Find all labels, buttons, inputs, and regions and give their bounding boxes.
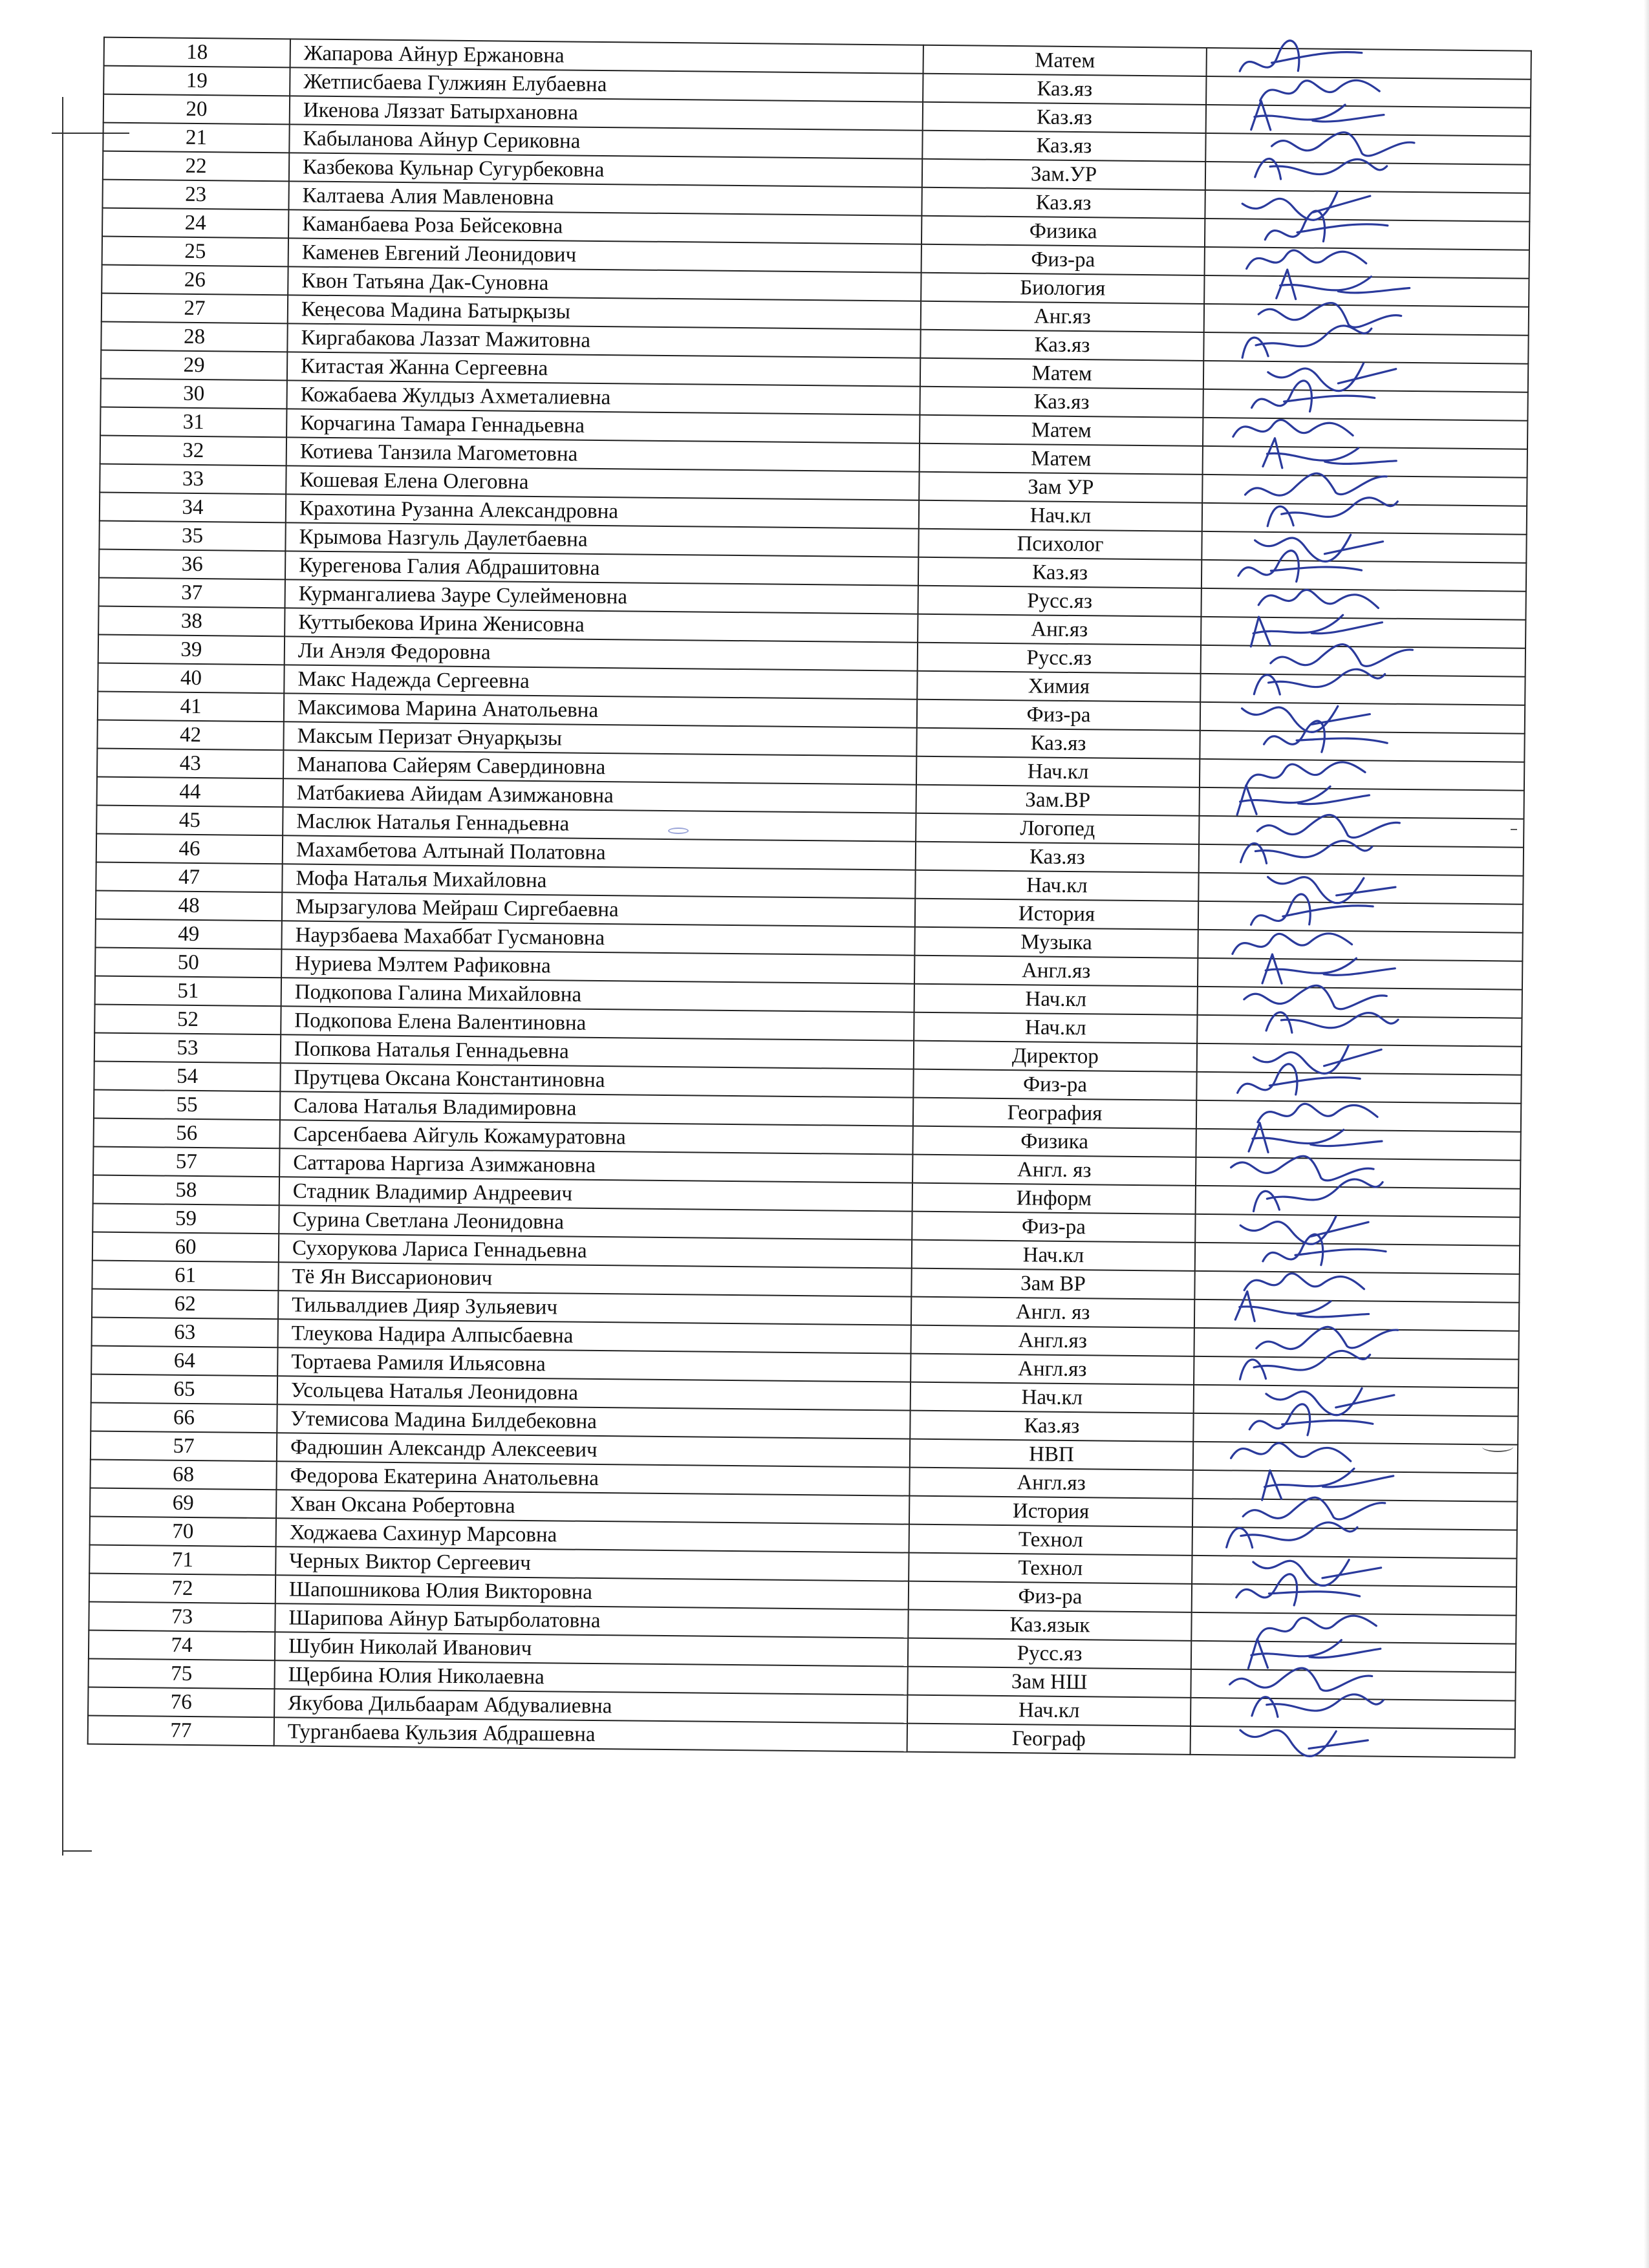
subject-or-role: Зам НШ xyxy=(907,1667,1191,1698)
staff-name: Федорова Екатерина Анатольевна xyxy=(276,1461,909,1495)
signature-cell xyxy=(1200,759,1524,791)
signature-cell xyxy=(1203,418,1527,449)
subject-or-role: Каз.яз xyxy=(921,187,1205,219)
signature-stroke xyxy=(1232,932,1352,954)
subject-or-role: Каз.яз xyxy=(920,330,1203,361)
row-number: 60 xyxy=(92,1232,279,1263)
row-number: 49 xyxy=(95,919,281,950)
subject-or-role: Нач.кл xyxy=(914,1012,1197,1043)
staff-name: Макс Надежда Сергеевна xyxy=(284,665,917,699)
subject-or-role: Нач.кл xyxy=(919,500,1202,531)
signature-stroke xyxy=(1238,36,1363,74)
signature-cell xyxy=(1192,1556,1516,1587)
staff-name: Сухорукова Лариса Геннадьевна xyxy=(279,1234,912,1268)
signature-cell xyxy=(1198,873,1523,904)
subject-or-role: Матем xyxy=(923,45,1207,76)
signature-cell xyxy=(1196,1072,1521,1104)
staff-name: Подкопова Елена Валентиновна xyxy=(281,1006,914,1040)
row-number: 55 xyxy=(94,1090,280,1120)
table-body xyxy=(88,37,1531,1758)
row-number: 30 xyxy=(100,379,286,409)
signature-cell xyxy=(1203,332,1528,364)
row-number: 63 xyxy=(92,1317,278,1347)
signature-stroke xyxy=(1268,363,1397,393)
signature-stroke xyxy=(1244,1271,1364,1295)
staff-name: Подкопова Галина Михайловна xyxy=(281,978,914,1012)
signature-cell xyxy=(1206,105,1531,136)
staff-name: Шарипова Айнур Батырболатовна xyxy=(275,1603,908,1638)
staff-name: Сурина Светлана Леонидовна xyxy=(279,1205,912,1239)
signature-cell xyxy=(1202,503,1527,535)
staff-name: Махамбетова Алтынай Полатовна xyxy=(283,835,916,870)
row-number: 42 xyxy=(97,720,283,751)
subject-or-role: Каз.яз xyxy=(918,557,1202,588)
row-number: 54 xyxy=(94,1062,280,1092)
signature-cell xyxy=(1191,1612,1516,1644)
subject-or-role: Нач.кл xyxy=(915,870,1198,901)
staff-name: Турганбаева Кульзия Абдрашевна xyxy=(274,1717,907,1751)
staff-name: Шапошникова Юлия Викторовна xyxy=(275,1575,909,1609)
subject-or-role: Русс.яз xyxy=(918,586,1201,617)
signature-cell xyxy=(1196,1129,1520,1161)
signature-cell xyxy=(1203,389,1527,421)
signature-cell xyxy=(1195,1214,1520,1246)
row-number: 33 xyxy=(100,464,286,495)
row-number: 39 xyxy=(98,635,285,665)
row-number: 52 xyxy=(94,1005,281,1035)
row-number: 61 xyxy=(92,1260,278,1290)
subject-or-role: Каз.яз xyxy=(923,102,1206,133)
signature-stroke xyxy=(1241,702,1370,735)
signature-sheet xyxy=(47,36,1474,1873)
subject-or-role: Географ xyxy=(907,1724,1191,1755)
subject-or-role: Нач.кл xyxy=(916,756,1200,787)
row-number: 46 xyxy=(96,834,283,864)
row-number: 40 xyxy=(98,663,284,694)
signature-cell xyxy=(1203,361,1528,392)
signature-cell xyxy=(1199,816,1524,848)
row-number: 22 xyxy=(103,151,289,182)
staff-name: Тё Ян Виссарионович xyxy=(278,1262,911,1296)
staff-name: Сарсенбаева Айгуль Кожамуратовна xyxy=(280,1120,913,1154)
subject-or-role: Информ xyxy=(912,1183,1196,1214)
signature-cell xyxy=(1198,930,1522,961)
subject-or-role: Матем xyxy=(920,358,1203,389)
staff-name: Киргабакова Лаззат Мажитовна xyxy=(287,323,920,358)
subject-or-role: НВП xyxy=(910,1439,1193,1470)
subject-or-role: Физ-ра xyxy=(921,244,1205,275)
staff-name: Якубова Дильбаарам Абдувалиевна xyxy=(274,1689,907,1723)
staff-signature-table xyxy=(87,37,1532,1759)
staff-name: Черных Виктор Сергеевич xyxy=(275,1546,909,1581)
row-number: 57 xyxy=(91,1431,277,1461)
signature-stroke xyxy=(1231,1439,1352,1468)
staff-name: Кабыланова Айнур Сериковна xyxy=(289,124,922,158)
row-number: 28 xyxy=(101,322,287,352)
staff-name: Курегенова Галия Абдрашитовна xyxy=(285,551,918,585)
signature-cell xyxy=(1200,787,1524,819)
signature-cell xyxy=(1193,1442,1518,1473)
staff-name: Каменев Евгений Леонидович xyxy=(288,238,921,272)
row-number: 48 xyxy=(96,891,282,921)
signature-cell xyxy=(1196,1186,1520,1217)
row-number: 64 xyxy=(91,1345,277,1376)
row-number: 57 xyxy=(93,1147,279,1177)
subject-or-role: Психолог xyxy=(918,529,1202,560)
staff-name: Куттыбекова Ирина Женисовна xyxy=(285,608,918,642)
staff-name: Котиева Танзила Магометовна xyxy=(286,437,920,471)
row-number: 51 xyxy=(95,976,281,1007)
signature-cell xyxy=(1202,531,1526,563)
signature-cell xyxy=(1202,475,1527,506)
staff-name: Усольцева Наталья Леонидовна xyxy=(277,1376,911,1410)
row-number: 29 xyxy=(101,350,287,381)
row-number: 31 xyxy=(100,407,286,438)
signature-cell xyxy=(1195,1243,1520,1274)
row-number: 35 xyxy=(99,521,285,551)
staff-name: Манапова Сайерям Савердиновна xyxy=(283,750,916,784)
signature-cell xyxy=(1196,1157,1520,1189)
subject-or-role: Англ.яз xyxy=(911,1325,1194,1356)
signature-cell xyxy=(1194,1300,1519,1331)
subject-or-role: География xyxy=(913,1098,1196,1129)
staff-name: Каманбаева Роза Бейсековна xyxy=(288,209,921,244)
staff-name: Ходжаева Сахинур Марсовна xyxy=(276,1518,909,1552)
signature-cell xyxy=(1201,588,1525,620)
row-number: 44 xyxy=(97,777,283,808)
signature-stroke xyxy=(1258,586,1379,615)
signature-stroke xyxy=(1230,1667,1372,1691)
subject-or-role: Технол xyxy=(909,1524,1192,1556)
row-number: 23 xyxy=(102,180,288,210)
signature-cell xyxy=(1192,1470,1517,1502)
staff-name: Наурзбаева Махаббат Гусмановна xyxy=(281,921,914,955)
signature-cell xyxy=(1203,446,1527,478)
row-number: 58 xyxy=(93,1175,279,1206)
signature-stroke xyxy=(1257,814,1399,838)
row-number: 18 xyxy=(104,37,290,68)
signature-cell xyxy=(1193,1413,1518,1445)
signature-cell xyxy=(1196,1100,1521,1132)
signature-cell xyxy=(1194,1356,1518,1388)
signature-cell xyxy=(1192,1499,1517,1530)
subject-or-role: Зам.УР xyxy=(922,159,1205,190)
staff-name: Щербина Юлия Николаевна xyxy=(274,1660,907,1695)
signature-cell xyxy=(1205,247,1529,279)
staff-name: Нуриева Мэлтем Рафиковна xyxy=(281,949,914,983)
signature-cell xyxy=(1205,190,1529,222)
row-number: 72 xyxy=(89,1573,275,1603)
subject-or-role: Русс.яз xyxy=(908,1638,1191,1669)
signature-cell xyxy=(1191,1698,1515,1729)
row-number: 38 xyxy=(98,606,285,637)
scan-edge-shadow xyxy=(1644,0,1649,2268)
subject-or-role: Анг.яз xyxy=(921,301,1204,332)
signature-cell xyxy=(1191,1669,1515,1701)
subject-or-role: Русс.яз xyxy=(918,643,1201,674)
staff-name: Салова Наталья Владимировна xyxy=(280,1091,913,1126)
staff-name: Жетписбаева Гулжиян Елубаевна xyxy=(290,67,923,102)
subject-or-role: Зам УР xyxy=(919,472,1202,503)
subject-or-role: Англ. яз xyxy=(912,1155,1196,1186)
staff-name: Икенова Ляззат Батырхановна xyxy=(290,96,923,130)
row-number: 77 xyxy=(88,1715,274,1746)
row-number: 73 xyxy=(89,1601,275,1632)
signature-cell xyxy=(1192,1527,1517,1559)
subject-or-role: Каз.язык xyxy=(908,1610,1191,1641)
subject-or-role: Каз.яз xyxy=(923,74,1206,105)
subject-or-role: Биология xyxy=(921,273,1204,304)
staff-name: Кеңесова Мадина Батырқызы xyxy=(288,295,921,329)
subject-or-role: Физ-ра xyxy=(913,1069,1196,1100)
subject-or-role: Матем xyxy=(920,444,1203,475)
signature-stroke xyxy=(1245,760,1365,786)
subject-or-role: Технол xyxy=(909,1553,1192,1584)
subject-or-role: Зам.ВР xyxy=(916,785,1200,816)
subject-or-role: Нач.кл xyxy=(912,1240,1195,1271)
subject-or-role: Англ. яз xyxy=(911,1297,1194,1328)
row-number: 37 xyxy=(99,578,285,608)
staff-name: Маслюк Наталья Геннадьевна xyxy=(283,807,916,841)
staff-name: Казбекова Кульнар Сугурбековна xyxy=(289,153,922,187)
staff-name: Китастая Жанна Сергеевна xyxy=(287,352,920,386)
signature-cell xyxy=(1204,304,1529,336)
signature-cell xyxy=(1204,275,1529,307)
staff-name: Тлеукова Надира Алпысбаевна xyxy=(278,1319,911,1353)
row-number: 62 xyxy=(92,1289,278,1319)
signature-stroke xyxy=(1240,1215,1369,1246)
staff-name: Матбакиева Айидам Азимжановна xyxy=(283,778,916,813)
staff-name: Прутцева Оксана Константиновна xyxy=(280,1063,913,1097)
signature-cell xyxy=(1194,1328,1518,1360)
signature-cell xyxy=(1205,162,1530,193)
staff-name: Саттарова Наргиза Азимжановна xyxy=(279,1148,912,1182)
row-number: 20 xyxy=(103,94,290,125)
subject-or-role: Каз.яз xyxy=(920,387,1203,418)
subject-or-role: Каз.яз xyxy=(922,131,1205,162)
signature-stroke xyxy=(1266,1387,1394,1416)
subject-or-role: История xyxy=(909,1496,1192,1527)
subject-or-role: Англ.яз xyxy=(914,956,1198,987)
row-number: 56 xyxy=(94,1118,280,1149)
signature-cell xyxy=(1200,731,1524,762)
signature-cell xyxy=(1205,219,1529,250)
staff-name: Максимова Марина Анатольевна xyxy=(284,693,917,727)
row-number: 74 xyxy=(89,1630,275,1660)
signature-stroke xyxy=(1270,643,1413,669)
subject-or-role: Нач.кл xyxy=(914,984,1198,1015)
signature-stroke xyxy=(1252,1556,1381,1589)
staff-name: Мофа Наталья Михайловна xyxy=(282,864,915,898)
row-number: 41 xyxy=(98,692,284,722)
staff-name: Квон Татьяна Дак-Суновна xyxy=(288,266,921,301)
staff-name: Мырзагулова Мейраш Сиргебаевна xyxy=(282,892,915,926)
row-number: 68 xyxy=(90,1459,276,1490)
subject-or-role: Англ.яз xyxy=(909,1468,1192,1499)
subject-or-role: Нач.кл xyxy=(911,1382,1194,1413)
row-number: 66 xyxy=(91,1402,277,1433)
subject-or-role: Каз.яз xyxy=(910,1411,1193,1442)
signature-cell xyxy=(1200,674,1525,705)
signature-cell xyxy=(1206,76,1531,108)
row-number: 34 xyxy=(100,493,286,523)
staff-name: Попкова Наталья Геннадьевна xyxy=(281,1034,914,1069)
staff-name: Утемисова Мадина Билдебековна xyxy=(277,1404,910,1439)
row-number: 21 xyxy=(103,123,289,153)
signature-stroke xyxy=(1233,418,1353,442)
staff-name: Тильвалдиев Дияр Зульяевич xyxy=(278,1290,911,1325)
signature-stroke xyxy=(1243,1495,1386,1521)
staff-name: Жапарова Айнур Ержановна xyxy=(290,39,923,73)
row-number: 26 xyxy=(102,265,288,295)
row-number: 24 xyxy=(102,208,288,239)
row-number: 43 xyxy=(97,749,283,779)
row-number: 19 xyxy=(103,66,290,96)
signature-cell xyxy=(1205,133,1530,165)
subject-or-role: Физика xyxy=(912,1126,1196,1157)
signature-stroke xyxy=(1238,1724,1368,1760)
row-number: 65 xyxy=(91,1374,277,1404)
signature-cell xyxy=(1201,645,1525,677)
row-number: 50 xyxy=(95,948,281,978)
subject-or-role: Химия xyxy=(917,671,1200,702)
signature-cell xyxy=(1198,958,1522,990)
subject-or-role: Англ.яз xyxy=(911,1354,1194,1385)
staff-name: Курмангалиева Зауре Сулейменовна xyxy=(285,579,918,614)
signature-cell xyxy=(1191,1641,1516,1673)
subject-or-role: Физ-ра xyxy=(909,1581,1192,1612)
subject-or-role: Анг.яз xyxy=(918,614,1201,645)
subject-or-role: Каз.яз xyxy=(916,728,1200,759)
signature-stroke xyxy=(1260,79,1380,101)
signature-cell xyxy=(1198,987,1522,1018)
signature-cell xyxy=(1194,1385,1518,1417)
row-number: 69 xyxy=(90,1488,276,1518)
subject-or-role: История xyxy=(915,899,1198,930)
staff-name: Крахотина Рузанна Александровна xyxy=(286,494,919,528)
signature-cell xyxy=(1202,560,1526,592)
row-number: 75 xyxy=(88,1658,274,1689)
signature-cell xyxy=(1198,901,1523,933)
row-number: 45 xyxy=(96,806,283,836)
staff-name: Ли Анэля Федоровна xyxy=(285,636,918,670)
row-number: 27 xyxy=(102,294,288,324)
row-number: 32 xyxy=(100,436,286,466)
row-number: 70 xyxy=(90,1516,276,1546)
signature-cell xyxy=(1197,1015,1522,1047)
staff-name: Кошевая Елена Олеговна xyxy=(286,465,919,500)
staff-name: Максым Перизат Әнуарқызы xyxy=(283,722,916,756)
signature-stroke xyxy=(1255,534,1383,562)
subject-or-role: Физ-ра xyxy=(917,700,1200,731)
signature-cell xyxy=(1201,617,1525,648)
staff-name: Шубин Николай Иванович xyxy=(275,1632,908,1666)
staff-name: Стадник Владимир Андреевич xyxy=(279,1177,912,1211)
row-number: 59 xyxy=(92,1204,279,1234)
signature-stroke xyxy=(1247,250,1366,270)
signature-stroke xyxy=(1256,1614,1377,1640)
signature-cell xyxy=(1191,1726,1515,1758)
subject-or-role: Физ-ра xyxy=(912,1212,1195,1243)
row-number: 71 xyxy=(89,1545,275,1575)
row-number: 36 xyxy=(99,550,285,580)
staff-name: Калтаева Алия Мавленовна xyxy=(288,181,921,215)
subject-or-role: Зам ВР xyxy=(911,1268,1194,1300)
signature-cell xyxy=(1197,1043,1522,1075)
signature-cell xyxy=(1200,702,1525,734)
signature-stroke xyxy=(1258,1104,1377,1124)
row-number: 25 xyxy=(102,237,288,267)
subject-or-role: Матем xyxy=(920,415,1203,446)
staff-name: Фадюшин Александр Алексеевич xyxy=(277,1433,910,1467)
row-number: 53 xyxy=(94,1033,281,1064)
signature-cell xyxy=(1199,844,1524,876)
staff-name: Тортаева Рамиля Ильясовна xyxy=(277,1347,911,1382)
signature-cell xyxy=(1206,48,1531,80)
row-number: 47 xyxy=(96,862,282,893)
subject-or-role: Музыка xyxy=(914,927,1198,958)
staff-name: Крымова Назгуль Даулетбаевна xyxy=(285,522,918,557)
signature-cell xyxy=(1192,1584,1516,1616)
subject-or-role: Физика xyxy=(921,216,1205,247)
subject-or-role: Нач.кл xyxy=(907,1695,1191,1726)
staff-name: Корчагина Тамара Геннадьевна xyxy=(286,409,920,443)
staff-name: Кожабаева Жулдыз Ахметалиевна xyxy=(286,380,920,414)
signature-cell xyxy=(1194,1271,1519,1303)
subject-or-role: Каз.яз xyxy=(916,842,1199,873)
row-number: 76 xyxy=(88,1687,274,1717)
staff-name: Хван Оксана Робертовна xyxy=(276,1490,909,1524)
subject-or-role: Логопед xyxy=(916,813,1199,844)
subject-or-role: Директор xyxy=(914,1041,1197,1072)
